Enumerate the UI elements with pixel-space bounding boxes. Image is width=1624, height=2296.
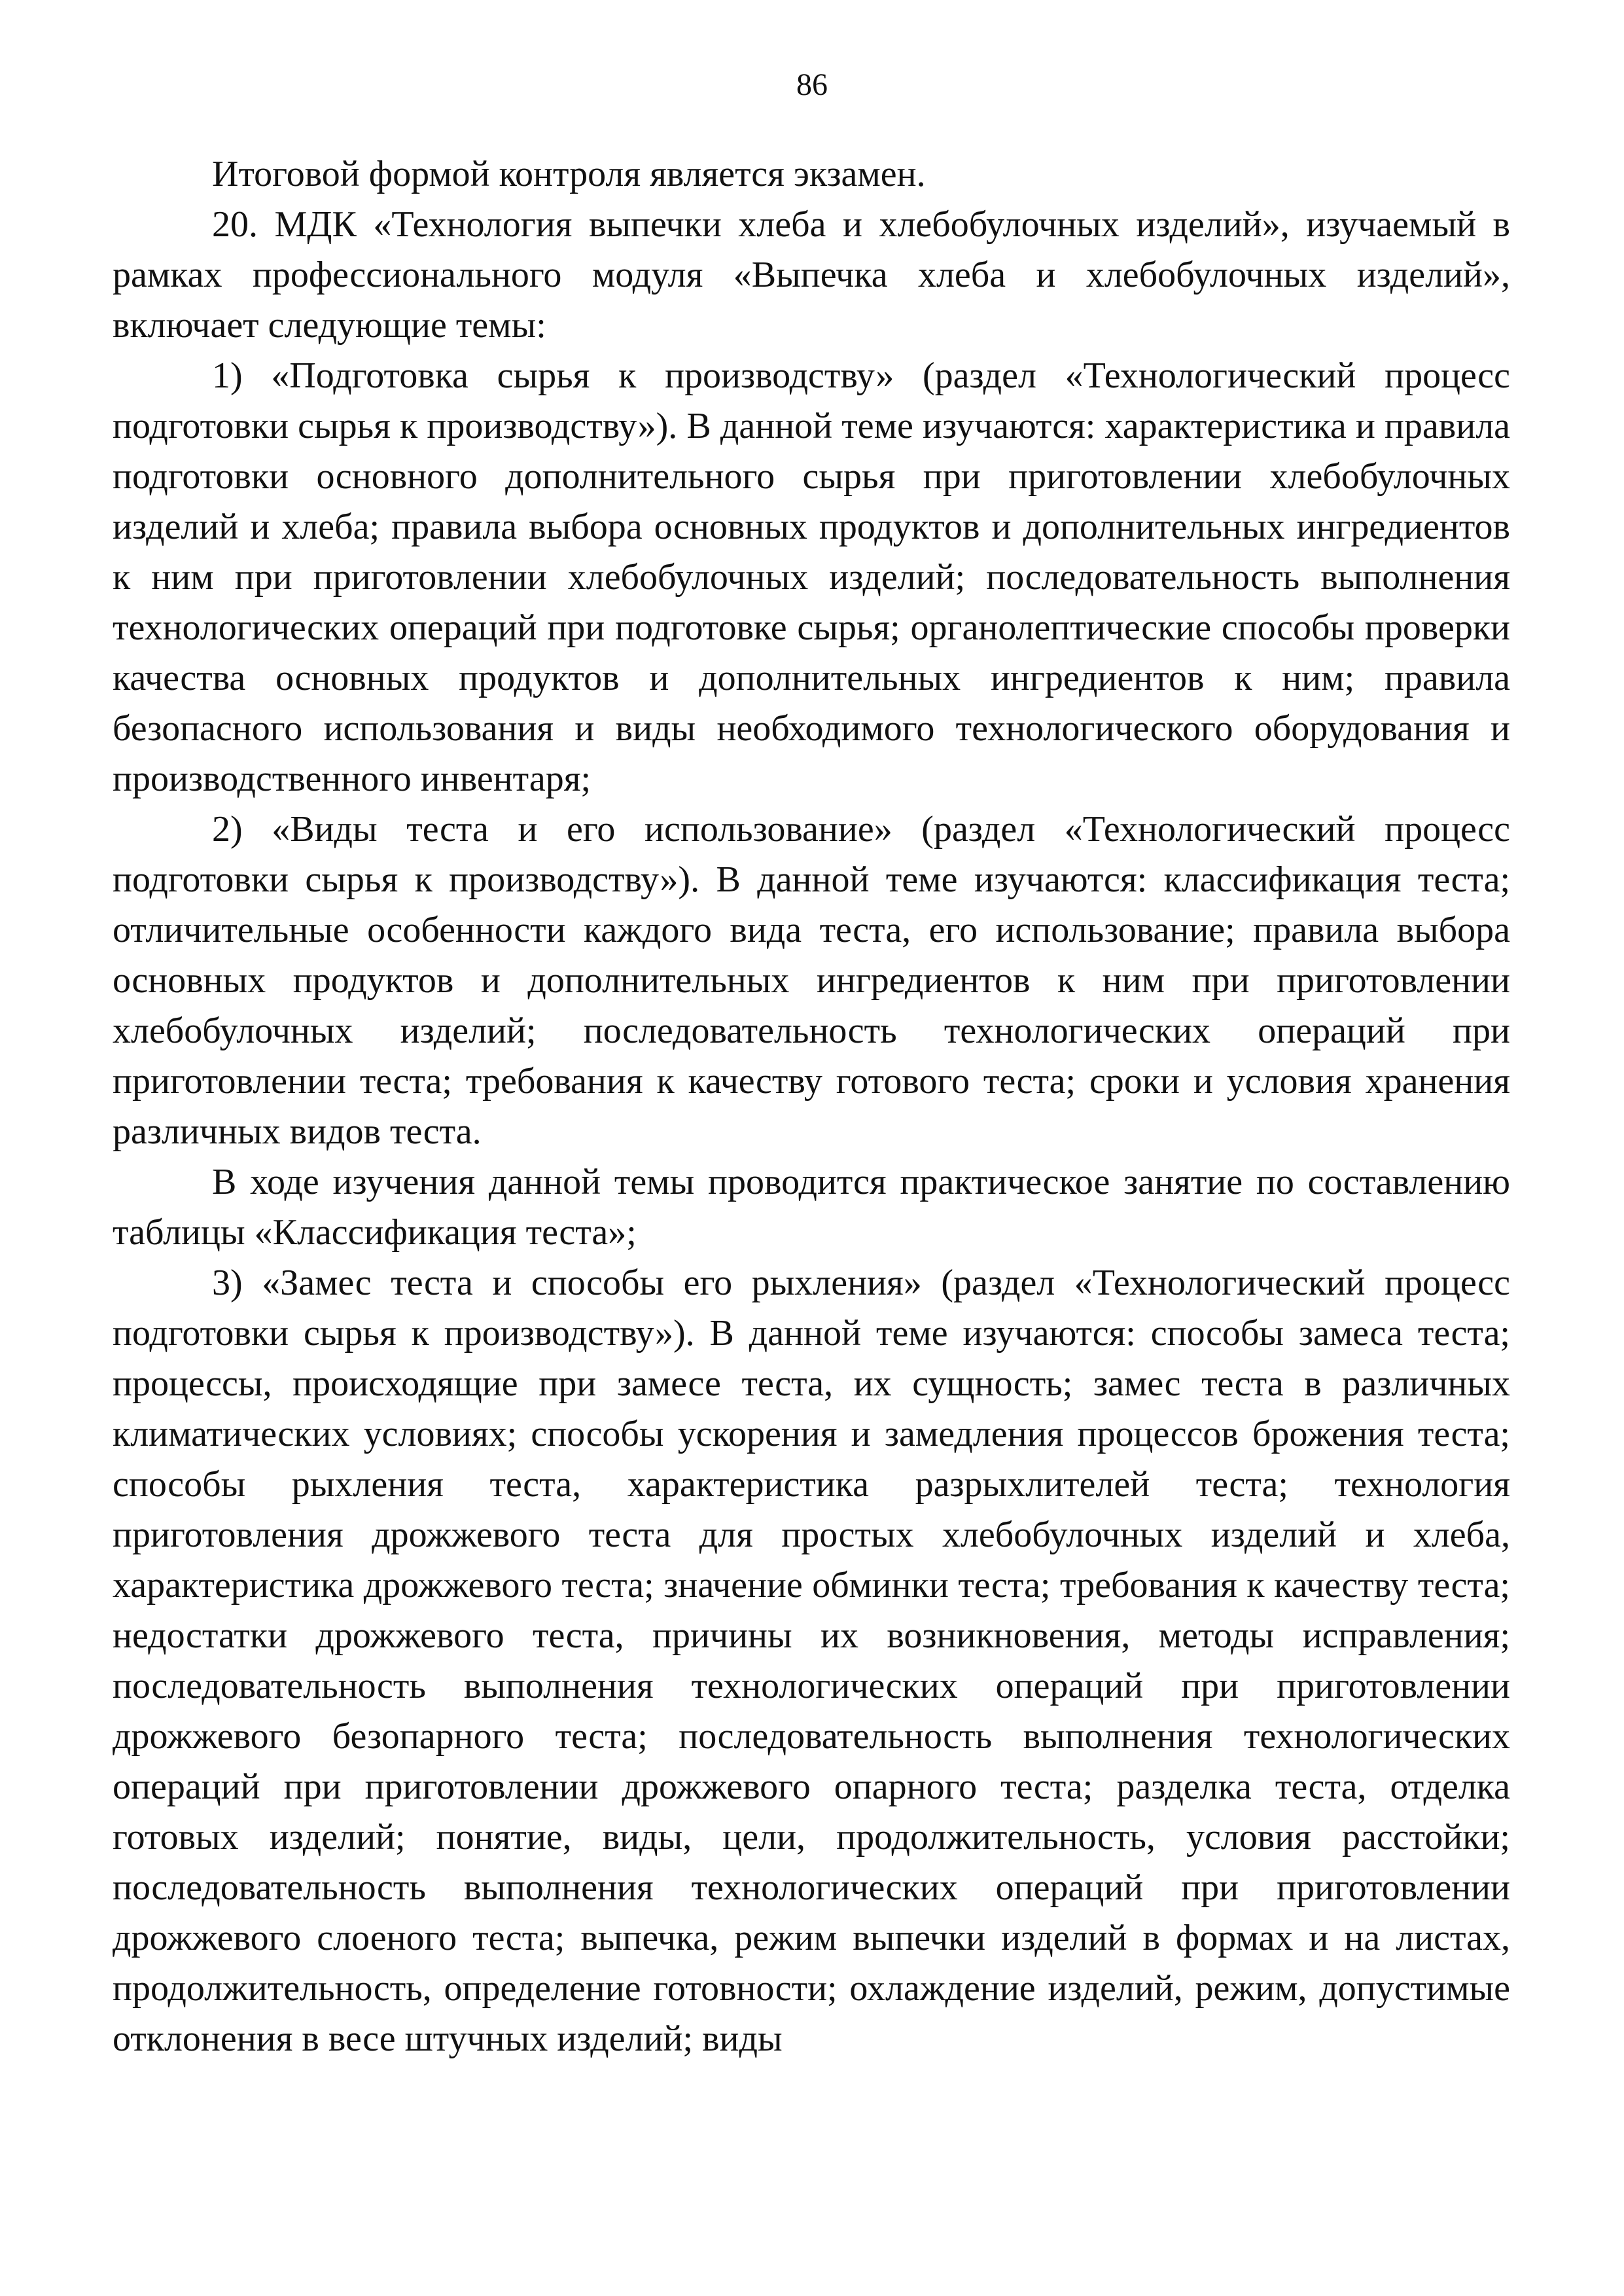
paragraph-final-control: Итоговой формой контроля является экзамен. (212, 154, 926, 194)
paragraph-item-20: 20. МДК «Технология выпечки хлеба и хлебобулочных изделий», изучаемый в рамках профессионального модуля «Выпечка хлеба и хлебобулочных изделий», включает следующие темы: (113, 204, 1510, 346)
document-body (113, 149, 1510, 2064)
page-number: 86 (796, 67, 828, 102)
paragraph-topic-2: 2) «Виды теста и его использование» (раздел «Технологический процесс подготовки сырья к производству»). В данной теме изучаются: классификация теста; отличительные особенности каждого вида теста, его использование; правила выбора основных продуктов и дополнительных ингредиентов к ним при приготовлении хлебобулочных изделий; последовательность технологических операций при приготовлении теста; требования к качеству готового теста; сроки и условия хранения различных видов теста. (113, 809, 1510, 1152)
paragraph-topic-3: 3) «Замес теста и способы его рыхления» (раздел «Технологический процесс подготовки сырья к производству»). В данной теме изучаются: способы замеса теста; процессы, происходящие при замесе теста, их сущность; замес теста в различных климатических условиях; способы ускорения и замедления процессов брожения теста; способы рыхления теста, характеристика разрыхлителей теста; технология приготовления дрожжевого теста для простых хлебобулочных изделий и хлеба, характеристика дрожжевого теста; значение обминки теста; требования к качеству теста; недостатки дрожжевого теста, причины их возникновения, методы исправления; последовательность выполнения технологических операций при приготовлении дрожжевого безопарного теста; последовательность выполнения технологических операций при приготовлении дрожжевого опарного теста; разделка теста, отделка готовых изделий; понятие, виды, цели, продолжительность, условия расстойки; последовательность выполнения технологических операций при приготовлении дрожжевого слоеного теста; выпечка, режим выпечки изделий в формах и на листах, продолжительность, определение готовности; охлаждение изделий, режим, допустимые отклонения в весе штучных изделий; виды (113, 1263, 1510, 2059)
paragraph-topic-1: 1) «Подготовка сырья к производству» (раздел «Технологический процесс подготовки сырья к производству»). В данной теме изучаются: характеристика и правила подготовки основного дополнительного сырья при приготовлении хлебобулочных изделий и хлеба; правила выбора основных продуктов и дополнительных ингредиентов к ним при приготовлении хлебобулочных изделий; последовательность выполнения технологических операций при подготовке сырья; органолептические способы проверки качества основных продуктов и дополнительных ингредиентов к ним; правила безопасного использования и виды необходимого технологического оборудования и производственного инвентаря; (113, 355, 1510, 799)
paragraph-practical-lesson: В ходе изучения данной темы проводится практическое занятие по составлению таблицы «Классификация теста»; (113, 1162, 1510, 1253)
